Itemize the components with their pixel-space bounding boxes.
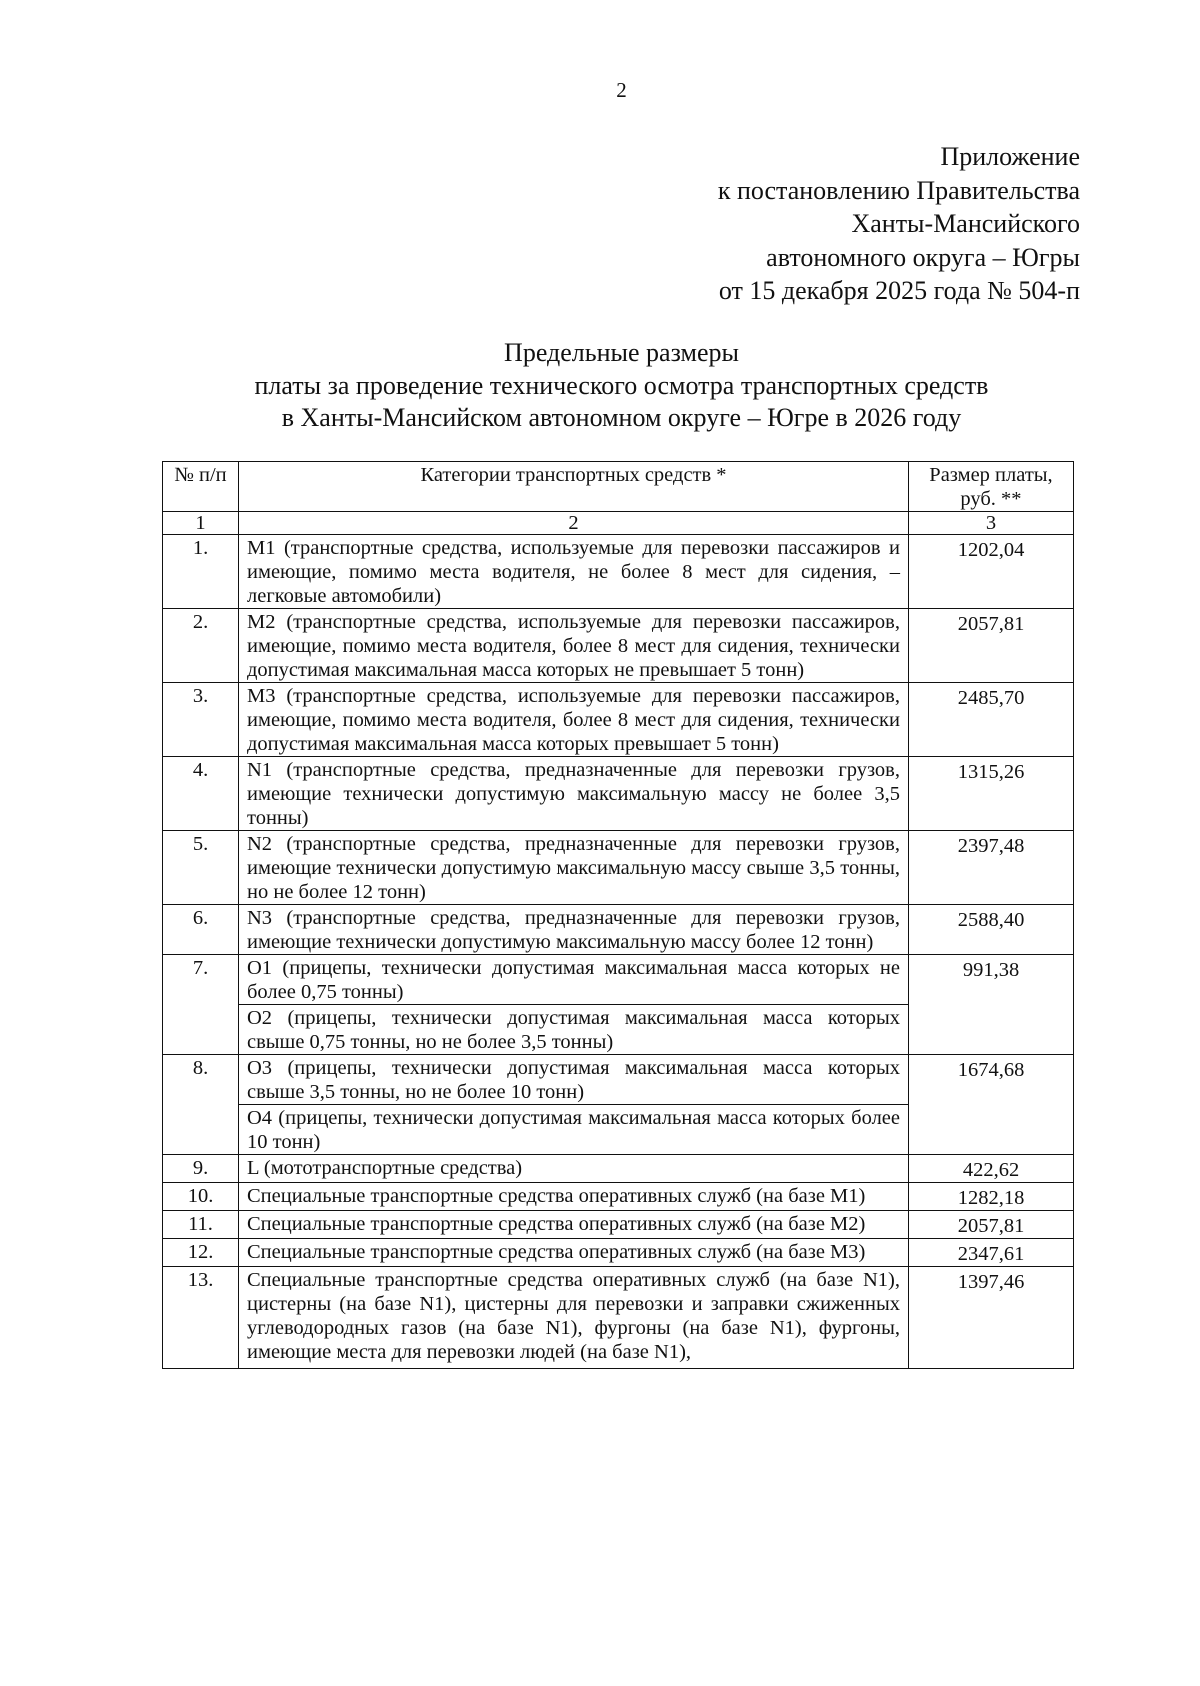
row-fee: 1397,46 bbox=[909, 1267, 1074, 1369]
table-row bbox=[163, 535, 1074, 609]
row-category: M3 (транспортные средства, используемые для перевозки пассажиров, имеющие, помимо места водителя, более 8 мест для сидения, технически допустимая максимальная масса которых превышает 5 тонн) bbox=[239, 683, 909, 757]
table-row bbox=[163, 1211, 1074, 1239]
table-row bbox=[163, 1055, 1074, 1105]
appendix-header bbox=[718, 140, 1080, 308]
column-index: 1 bbox=[163, 512, 239, 535]
row-category: N3 (транспортные средства, предназначенные для перевозки грузов, имеющие технически допустимую максимальную массу более 12 тонн) bbox=[239, 905, 909, 955]
row-category: L (мототранспортные средства) bbox=[239, 1155, 909, 1183]
row-fee: 2485,70 bbox=[909, 683, 1074, 757]
row-num: 11. bbox=[163, 1211, 239, 1239]
row-num: 13. bbox=[163, 1267, 239, 1369]
row-num: 8. bbox=[163, 1055, 239, 1155]
row-fee: 1202,04 bbox=[909, 535, 1074, 609]
column-index: 3 bbox=[909, 512, 1074, 535]
row-fee: 422,62 bbox=[909, 1155, 1074, 1183]
table-header-row bbox=[163, 462, 1074, 512]
row-fee: 1282,18 bbox=[909, 1183, 1074, 1211]
row-fee: 2397,48 bbox=[909, 831, 1074, 905]
document-title bbox=[160, 337, 1083, 435]
row-fee: 991,38 bbox=[909, 955, 1074, 1055]
table-row bbox=[163, 1267, 1074, 1369]
row-num: 9. bbox=[163, 1155, 239, 1183]
table-row bbox=[163, 831, 1074, 905]
row-category: M2 (транспортные средства, используемые для перевозки пассажиров, имеющие, помимо места водителя, более 8 мест для сидения, технически допустимая максимальная масса которых не превышает 5 тонн) bbox=[239, 609, 909, 683]
row-num: 5. bbox=[163, 831, 239, 905]
row-num: 1. bbox=[163, 535, 239, 609]
fee-table bbox=[162, 461, 1074, 1369]
row-category-sub: O4 (прицепы, технически допустимая максимальная масса которых более 10 тонн) bbox=[239, 1105, 909, 1155]
row-category: O1 (прицепы, технически допустимая максимальная масса которых не более 0,75 тонны) bbox=[239, 955, 909, 1005]
table-row bbox=[163, 955, 1074, 1005]
row-category-sub: O2 (прицепы, технически допустимая максимальная масса которых свыше 0,75 тонны, но не более 3,5 тонны) bbox=[239, 1005, 909, 1055]
table-row bbox=[163, 757, 1074, 831]
table-row bbox=[163, 1155, 1074, 1183]
appendix-line: Приложение bbox=[940, 142, 1080, 171]
row-category: Специальные транспортные средства оперативных служб (на базе M3) bbox=[239, 1239, 909, 1267]
row-num: 3. bbox=[163, 683, 239, 757]
appendix-line: от 15 декабря 2025 года № 504-п bbox=[718, 276, 1080, 305]
row-fee: 1315,26 bbox=[909, 757, 1074, 831]
row-fee: 2057,81 bbox=[909, 609, 1074, 683]
title-line: Предельные размеры bbox=[504, 338, 739, 367]
column-index-row bbox=[163, 512, 1074, 535]
row-category: Специальные транспортные средства оперативных служб (на базе M2) bbox=[239, 1211, 909, 1239]
row-category: Специальные транспортные средства оперативных служб (на базе M1) bbox=[239, 1183, 909, 1211]
row-fee: 1674,68 bbox=[909, 1055, 1074, 1155]
header-fee: Размер платы, руб. ** bbox=[909, 462, 1074, 512]
title-line: в Ханты-Мансийском автономном округе – Югре в 2026 году bbox=[281, 403, 962, 432]
table-row bbox=[163, 905, 1074, 955]
appendix-line: автономного округа – Югры bbox=[766, 242, 1080, 272]
appendix-line: к постановлению Правительства bbox=[717, 175, 1080, 205]
table-row bbox=[163, 1239, 1074, 1267]
row-fee: 2347,61 bbox=[909, 1239, 1074, 1267]
row-category: N1 (транспортные средства, предназначенные для перевозки грузов, имеющие технически допустимую максимальную массу не более 3,5 тонны) bbox=[239, 757, 909, 831]
appendix-line: Ханты-Мансийского bbox=[851, 209, 1080, 238]
row-fee: 2588,40 bbox=[909, 905, 1074, 955]
row-num: 7. bbox=[163, 955, 239, 1055]
row-category: M1 (транспортные средства, используемые для перевозки пассажиров и имеющие, помимо места водителя, не более 8 мест для сидения, – легковые автомобили) bbox=[239, 535, 909, 609]
row-category: O3 (прицепы, технически допустимая максимальная масса которых свыше 3,5 тонны, но не более 10 тонн) bbox=[239, 1055, 909, 1105]
row-num: 6. bbox=[163, 905, 239, 955]
table-row bbox=[163, 1183, 1074, 1211]
row-category: Специальные транспортные средства оперативных служб (на базе N1), цистерны (на базе N1), цистерны для перевозки и заправки сжиженных углеводородных газов (на базе N1), фургоны (на базе N1), фургоны, имеющие места для перевозки людей (на базе N1), bbox=[239, 1267, 909, 1369]
page-number: 2 bbox=[616, 78, 627, 102]
column-index: 2 bbox=[239, 512, 909, 535]
header-num: № п/п bbox=[163, 462, 239, 512]
row-category: N2 (транспортные средства, предназначенные для перевозки грузов, имеющие технически допустимую максимальную массу свыше 3,5 тонны, но не более 12 тонн) bbox=[239, 831, 909, 905]
row-num: 4. bbox=[163, 757, 239, 831]
table-row bbox=[163, 609, 1074, 683]
row-fee: 2057,81 bbox=[909, 1211, 1074, 1239]
row-num: 2. bbox=[163, 609, 239, 683]
row-num: 10. bbox=[163, 1183, 239, 1211]
table-row bbox=[163, 683, 1074, 757]
header-category: Категории транспортных средств * bbox=[239, 462, 909, 512]
title-line: платы за проведение технического осмотра транспортных средств bbox=[254, 370, 989, 400]
row-num: 12. bbox=[163, 1239, 239, 1267]
